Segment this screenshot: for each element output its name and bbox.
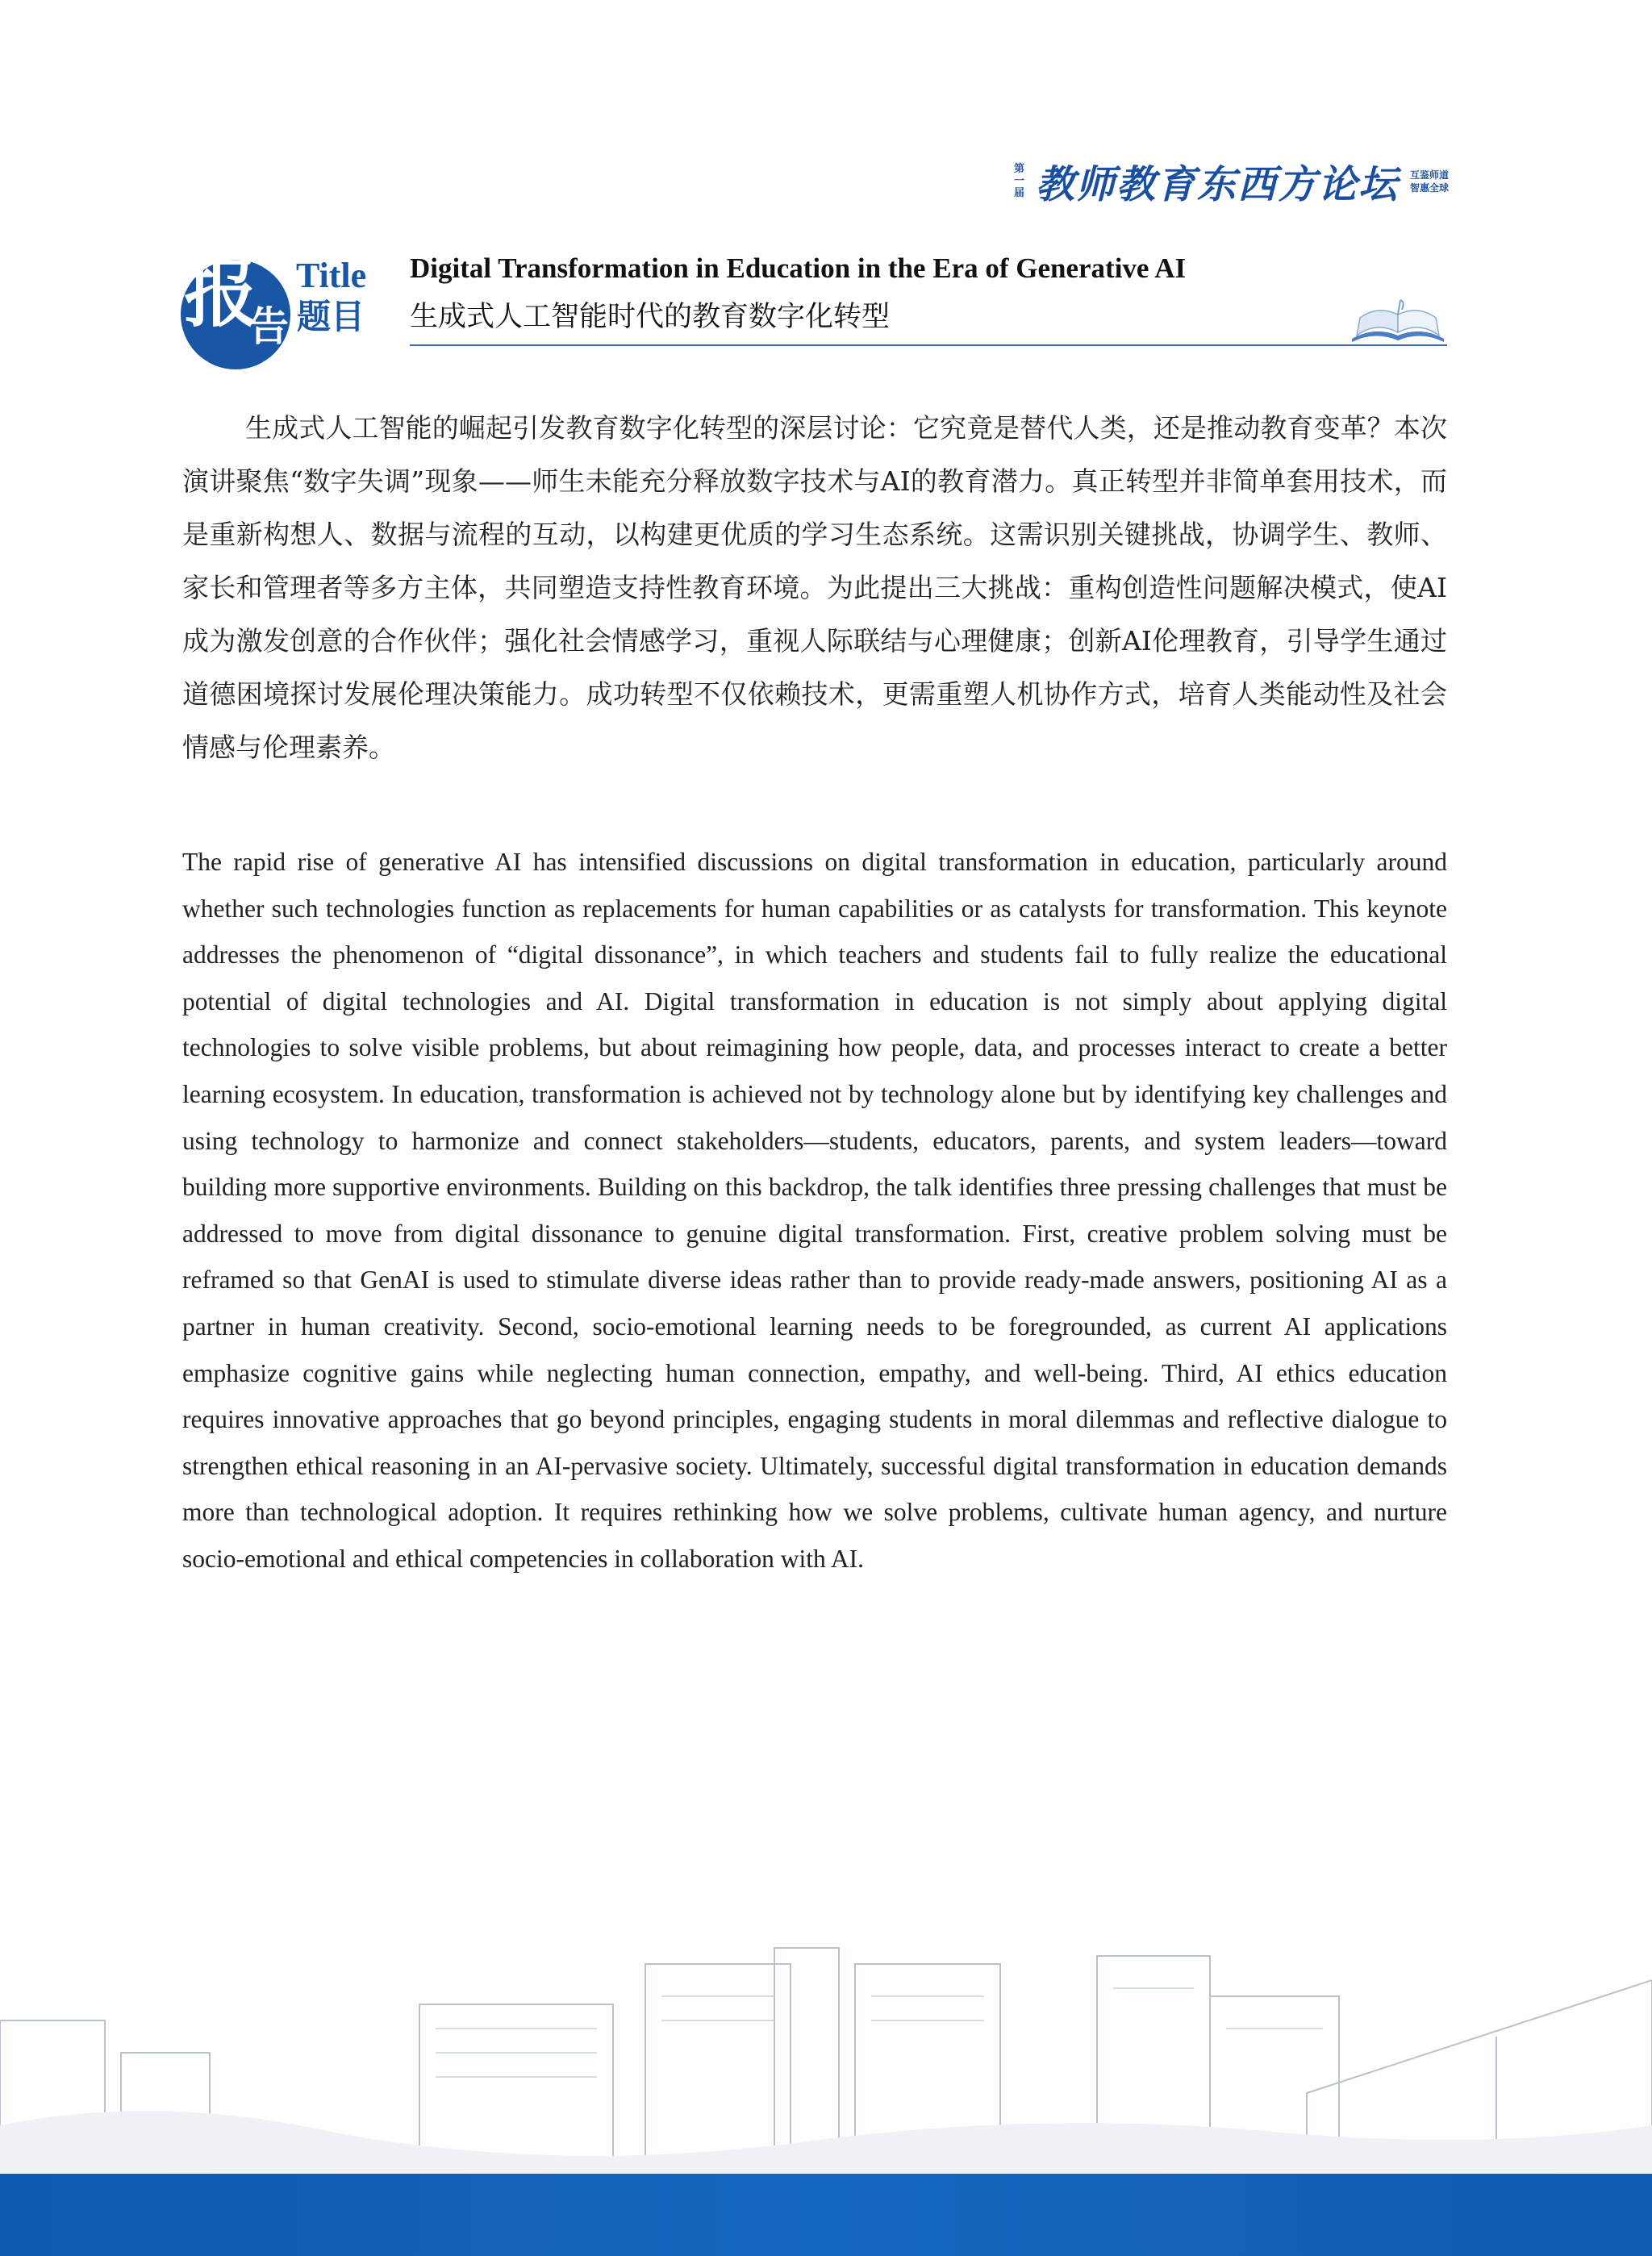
footer-band <box>0 2174 1652 2256</box>
slogan-line: 智惠全球 <box>1409 181 1449 194</box>
edition-char: 第 <box>1013 163 1024 175</box>
report-title-en: Digital Transformation in Education in the Era of Generative AI <box>410 252 1187 284</box>
badge-small-char: 告 <box>248 302 289 350</box>
slogan-line: 互鉴师道 <box>1409 169 1449 181</box>
abstract-english: The rapid rise of generative AI has intensified discussions on digital transformation in education, particularly around whether such technologies function as replacements for human capabilities or as catalysts for transformation. This keynote addresses the phenomenon of “digital dissonance”, in which teachers and students fail to fully realize the educational potential of digital technologies and AI. Digital transformation in education is not simply about applying digital technologies to solve visible problems, but about reimagining how people, data, and processes interact to create a better learning ecosystem. In education, transformation is achieved not by technology alone but by identifying key challenges and using technology to harmonize and connect stakeholders—students, educators, parents, and system leaders—toward building more supportive environments. Building on this backdrop, the talk identifies three pressing challenges that must be addressed to move from digital dissonance to genuine digital transformation. First, creative problem solving must be reframed so that GenAI is used to stimulate diverse ideas rather than to provide ready-made answers, positioning AI as a partner in human creativity. Second, socio-emotional learning needs to be foregrounded, as current AI applications emphasize cognitive gains while neglecting human connection, empathy, and well-being. Third, AI ethics education requires innovative approaches that go beyond principles, engaging students in moral dilemmas and reflective dialogue to strengthen ethical reasoning in an AI-pervasive society. Ultimately, successful digital transformation in education demands more than technological adoption. It requires rethinking how we solve problems, cultivate human agency, and nurture socio-emotional and ethical competencies in collaboration with AI. <box>182 848 1447 1573</box>
campus-skyline-illustration <box>0 1932 1652 2174</box>
badge-label-cn: 题目 <box>297 297 365 336</box>
forum-slogan <box>1410 169 1449 194</box>
report-title-cn: 生成式人工智能时代的教育数字化转型 <box>410 301 891 333</box>
forum-title: 教师教育东西方论坛 <box>1035 162 1399 207</box>
edition-char: 一 <box>1013 175 1024 187</box>
abstract-chinese: 生成式人工智能的崛起引发教育数字化转型的深层讨论：它究竟是替代人类，还是推动教育变革？本次演讲聚焦“数字失调”现象——师生未能充分释放数字技术与AI的教育潜力。真正转型并非简单套用技术，而是重新构想人、数据与流程的互动，以构建更优质的学习生态系统。这需识别关键挑战，协调学生、教师、家长和管理者等多方主体，共同塑造支持性教育环境。为此提出三大挑战：重构创造性问题解决模式，使AI成为激发创意的合作伙伴；强化社会情感学习，重视人际联结与心理健康；创新AI伦理教育，引导学生通过道德困境探讨发展伦理决策能力。成功转型不仅依赖技术，更需重塑人机协作方式，培育人类能动性及社会情感与伦理素养。 <box>182 412 1447 763</box>
open-book-icon <box>1349 298 1447 345</box>
title-divider <box>410 344 1447 346</box>
badge-label-en: Title <box>296 256 367 295</box>
badge-big-char: 报 <box>184 250 259 337</box>
edition-label <box>1014 163 1024 199</box>
edition-char: 届 <box>1013 187 1024 199</box>
forum-brand <box>1014 153 1449 209</box>
